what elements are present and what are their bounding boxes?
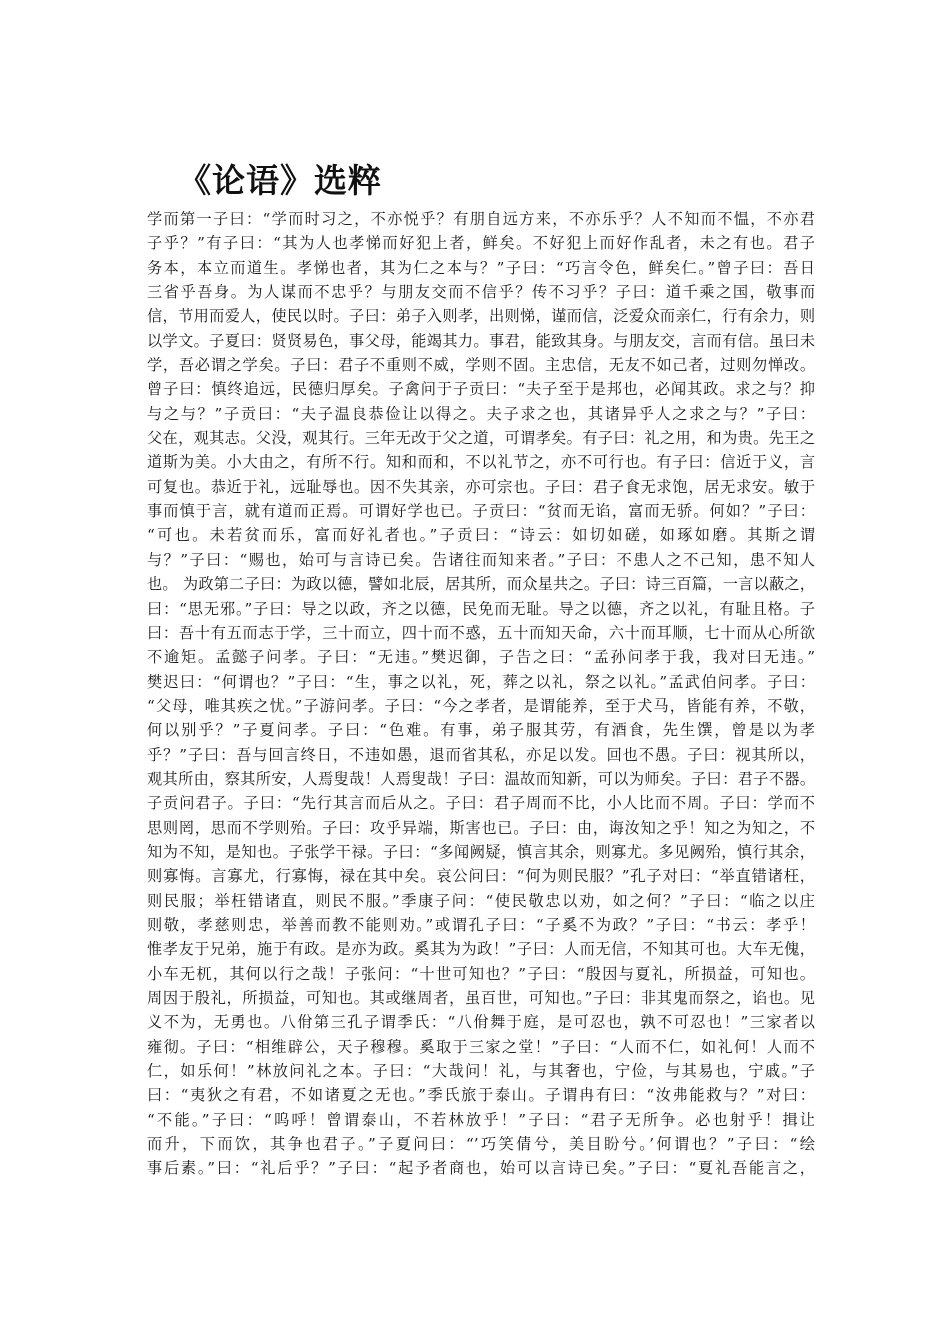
text-line: 也。 为政第二子曰：为政以德，譬如北辰，居其所，而众星共之。子曰：诗三百篇，一言以蔽之，	[147, 575, 815, 594]
text-line: 则寡悔。言寡尤，行寡悔，禄在其中矣。哀公问曰：“何为则民服？”孔子对曰：“举直错诸枉，	[147, 867, 815, 886]
text-line: 周因于殷礼，所损益，可知也。其或继周者，虽百世，可知也。”子曰：非其鬼而祭之，谄也。见	[147, 989, 815, 1007]
text-line: 务本，本立而道生。孝悌也者，其为仁之本与？”子曰：“巧言令色，鲜矣仁。”曾子曰：吾日	[147, 258, 815, 277]
text-line: 与？”子曰：“赐也，始可与言诗已矣。告诸往而知来者。”子曰：不患人之不己知，患不知人	[147, 550, 815, 569]
text-line: 不逾矩。孟懿子问孝。子曰：“无违。”樊迟御，子告之曰：“孟孙问孝于我，我对曰无违。”	[147, 648, 815, 667]
text-line: 曾子曰：慎终追远，民德归厚矣。子禽问于子贡曰：“夫子至于是邦也，必闻其政。求之与？抑	[147, 380, 815, 399]
document-body	[147, 207, 815, 1207]
text-line: 可复也。恭近于礼，远耻辱也。因不失其亲，亦可宗也。子曰：君子食无求饱，居无求安。敏于	[147, 477, 815, 496]
text-line: “不能。”子曰：“呜呼！曾谓泰山，不若林放乎！”子曰：“君子无所争。必也射乎！揖让	[147, 1110, 815, 1129]
text-line: 则民服；举枉错诸直，则民不服。”季康子问：“使民敬忠以劝，如之何？”子曰：“临之以庄	[147, 891, 815, 910]
text-line: 仁，如乐何！”林放问礼之本。子曰：“大哉问！礼，与其奢也，宁俭，与其易也，宁戚。”子	[147, 1062, 815, 1081]
text-line: 三省乎吾身。为人谋而不忠乎？与朋友交而不信乎？传不习乎？子曰：道千乘之国，敬事而	[147, 283, 815, 302]
text-line: 信，节用而爱人，使民以时。子曰：弟子入则孝，出则悌，谨而信，泛爱众而亲仁，行有余力，则	[147, 307, 815, 326]
text-line: 观其所由，察其所安，人焉叟哉！人焉叟哉！子曰：温故而知新，可以为师矣。子曰：君子不器。	[147, 769, 815, 788]
text-line: 乎？”子曰：吾与回言终日，不违如愚，退而省其私，亦足以发。回也不愚。子曰：视其所以，	[147, 745, 815, 764]
text-line: 知为不知，是知也。子张学干禄。子曰：“多闻阙疑，慎言其余，则寡尤。多见阙殆，慎行其余，	[147, 842, 815, 861]
text-line: 何以别乎？”子夏问孝。子曰：“色难。有事，弟子服其劳，有酒食，先生馔，曾是以为孝	[147, 721, 815, 740]
text-line: “可也。未若贫而乐，富而好礼者也。”子贡曰：“诗云：如切如磋，如琢如磨。其斯之谓	[147, 526, 815, 545]
text-line: 则敬，孝慈则忠，举善而教不能则劝。”或谓孔子曰：“子奚不为政？”子曰：“书云：孝乎！	[147, 915, 815, 934]
text-line: 学而第一子曰：“学而时习之，不亦悦乎？有朋自远方来，不亦乐乎？人不知而不愠，不亦君	[147, 210, 815, 228]
text-line: 樊迟曰：“何谓也？”子曰：“生，事之以礼，死，葬之以礼，祭之以礼。”孟武伯问孝。子曰：	[147, 672, 815, 691]
text-line: 思则罔，思而不学则殆。子曰：攻乎异端，斯害也已。子曰：由，诲汝知之乎！知之为知之，不	[147, 818, 815, 837]
text-line: 以学文。子夏曰：贤贤易色，事父母，能竭其力。事君，能致其身。与朋友交，言而有信。虽曰未	[147, 331, 815, 350]
text-line: “父母，唯其疾之忧。”子游问孝。子曰：“今之孝者，是谓能养，至于犬马，皆能有养，不敬，	[147, 696, 815, 715]
text-line: 而升，下而饮，其争也君子。”子夏问曰：“’巧笑倩兮，美目盼兮。’何谓也？”子曰：“绘	[147, 1135, 815, 1154]
text-line: 道斯为美。小大由之，有所不行。知和而和，不以礼节之，亦不可行也。有子曰：信近于义，言	[147, 453, 815, 472]
text-line: 惟孝友于兄弟，施于有政。是亦为政。奚其为为政！”子曰：人而无信，不知其可也。大车无傀，	[147, 940, 815, 959]
text-line: 子乎？”有子曰：“其为人也孝悌而好犯上者，鲜矣。不好犯上而好作乱者，未之有也。君子	[147, 234, 815, 253]
text-line: 曰：“夷狄之有君，不如诸夏之无也。”季氏旅于泰山。子谓冉有曰：“汝弗能救与？”对曰：	[147, 1086, 815, 1105]
text-line: 曰：吾十有五而志于学，三十而立，四十而不惑，五十而知天命，六十而耳顺，七十而从心所欲	[147, 623, 815, 642]
document-title: 《论语》选粹	[178, 161, 382, 200]
text-line: 父在，观其志。父没，观其行。三年无改于父之道，可谓孝矣。有子曰：礼之用，和为贵。先王之	[147, 429, 815, 448]
text-line: 小车无杌，其何以行之哉！子张问：“十世可知也？”子曰：“殷因与夏礼，所损益，可知也。	[147, 964, 815, 983]
text-line: 学，吾必谓之学矣。子曰：君子不重则不威，学则不固。主忠信，无友不如己者，过则勿惮改。	[147, 356, 815, 375]
text-line: 曰：“思无邪。”子曰：导之以政，齐之以德，民免而无耻。导之以德，齐之以礼，有耻且格。子	[147, 599, 815, 618]
text-line: 雍彻。子曰：“相维辟公，天子穆穆。奚取于三家之堂！”子曰：“人而不仁，如礼何！人而不	[147, 1037, 815, 1056]
text-line: 义不为，无勇也。八佾第三孔子谓季氏：“八佾舞于庭，是可忍也，孰不可忍也！”三家者以	[147, 1013, 815, 1032]
text-line: 事后素。”曰：“礼后乎？”子曰：“起予者商也，始可以言诗已矣。”子曰：“夏礼吾能言之，	[147, 1159, 815, 1178]
text-line: 子贡问君子。子曰：“先行其言而后从之。子曰：君子周而不比，小人比而不周。子曰：学而不	[147, 794, 815, 813]
text-line: 与之与？”子贡曰：“夫子温良恭俭让以得之。夫子求之也，其诸异乎人之求之与？”子曰：	[147, 404, 815, 423]
text-line: 事而慎于言，就有道而正焉。可谓好学也已。子贡曰：“贫而无谄，富而无骄。何如？”子曰：	[147, 502, 815, 521]
